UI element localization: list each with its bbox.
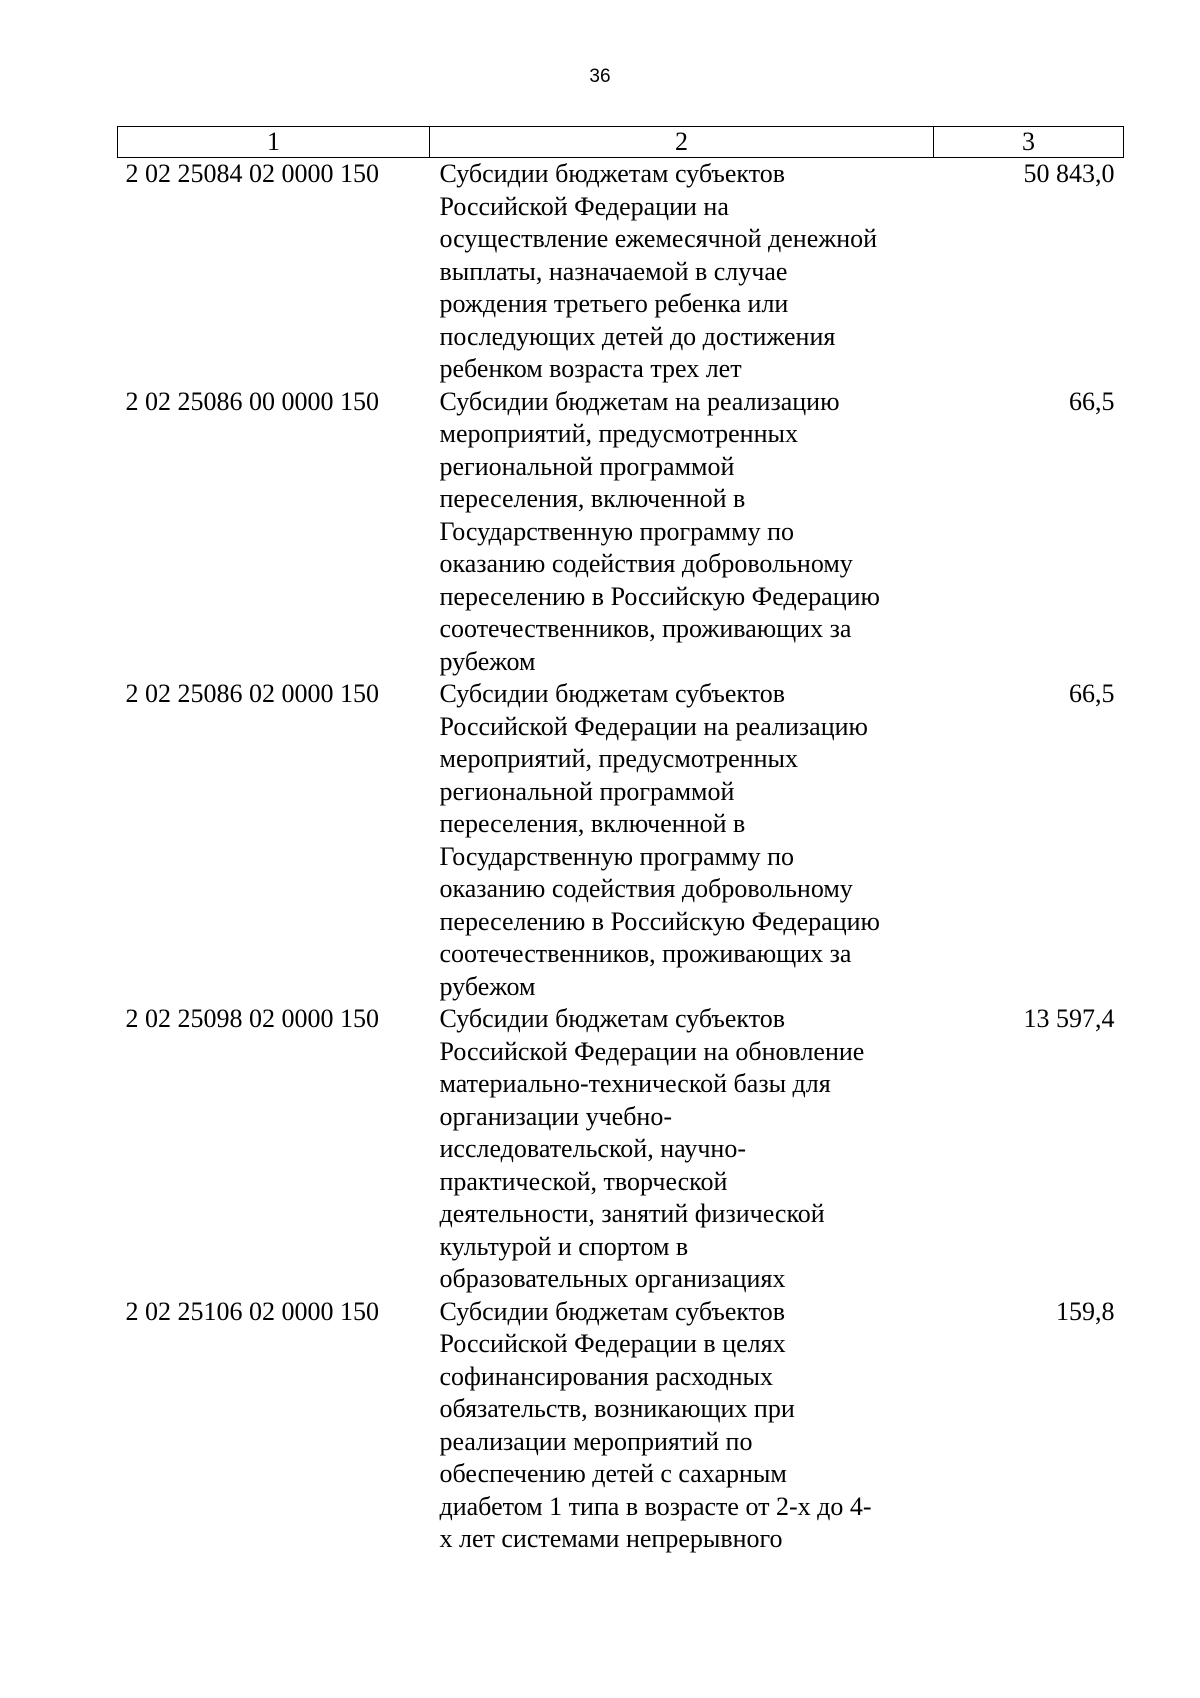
table-header — [118, 127, 1124, 158]
budget-table — [117, 126, 1124, 1556]
table-row — [118, 158, 1124, 386]
budget-amount: 159,8 — [1056, 1296, 1115, 1326]
budget-amount: 66,5 — [1069, 386, 1115, 416]
budget-description: Субсидии бюджетам на реализацию мероприятий, предусмотренных региональной программой переселения, включенной в Государственную программу по оказанию содействия добровольному переселению в Российскую Федерацию соотечественников, проживающих за рубежом — [439, 386, 880, 676]
table-body — [118, 158, 1124, 1556]
budget-description: Субсидии бюджетам субъектов Российской Федерации на осуществление ежемесячной денежной выплаты, назначаемой в случае рождения третьего ребенка или последующих детей до достижения ребенком возраста трех лет — [439, 159, 878, 383]
budget-amount: 13 597,4 — [1023, 1004, 1115, 1033]
budget-amount: 66,5 — [1069, 679, 1115, 708]
table-row — [118, 678, 1124, 1003]
budget-amount: 50 843,0 — [1023, 159, 1115, 188]
budget-code: 2 02 25086 02 0000 150 — [125, 679, 379, 708]
budget-code: 2 02 25084 02 0000 150 — [125, 159, 379, 188]
page-number: 36 — [589, 66, 611, 87]
header-column-1: 1 — [118, 127, 430, 158]
table-row — [118, 386, 1124, 679]
budget-code: 2 02 25086 00 0000 150 — [125, 386, 379, 416]
budget-description: Субсидии бюджетам субъектов Российской Федерации на реализацию мероприятий, предусмотренных региональной программой переселения, включенной в Государственную программу по оказанию содействия добровольному переселению в Российскую Федерацию соотечественников, проживающих за рубежом — [439, 679, 880, 1001]
budget-description: Субсидии бюджетам субъектов Российской Федерации в целях софинансирования расходных обязательств, возникающих при реализации мероприятий по обеспечению детей с сахарным диабетом 1 типа в возрасте от 2-х до 4- х лет системами непрерывного — [439, 1296, 872, 1553]
header-column-2: 2 — [430, 127, 934, 158]
table-header-row — [118, 127, 1124, 158]
budget-code: 2 02 25106 02 0000 150 — [125, 1296, 379, 1326]
table-row — [118, 1003, 1124, 1296]
table-row — [118, 1296, 1124, 1556]
budget-description: Субсидии бюджетам субъектов Российской Федерации на обновление материально-технической базы для организации учебно- исследовательской, научно- практической, творческой деятельности, занятий физической культурой и спортом в образовательных организациях — [439, 1004, 865, 1293]
budget-code: 2 02 25098 02 0000 150 — [125, 1004, 379, 1033]
header-column-3: 3 — [934, 127, 1124, 158]
